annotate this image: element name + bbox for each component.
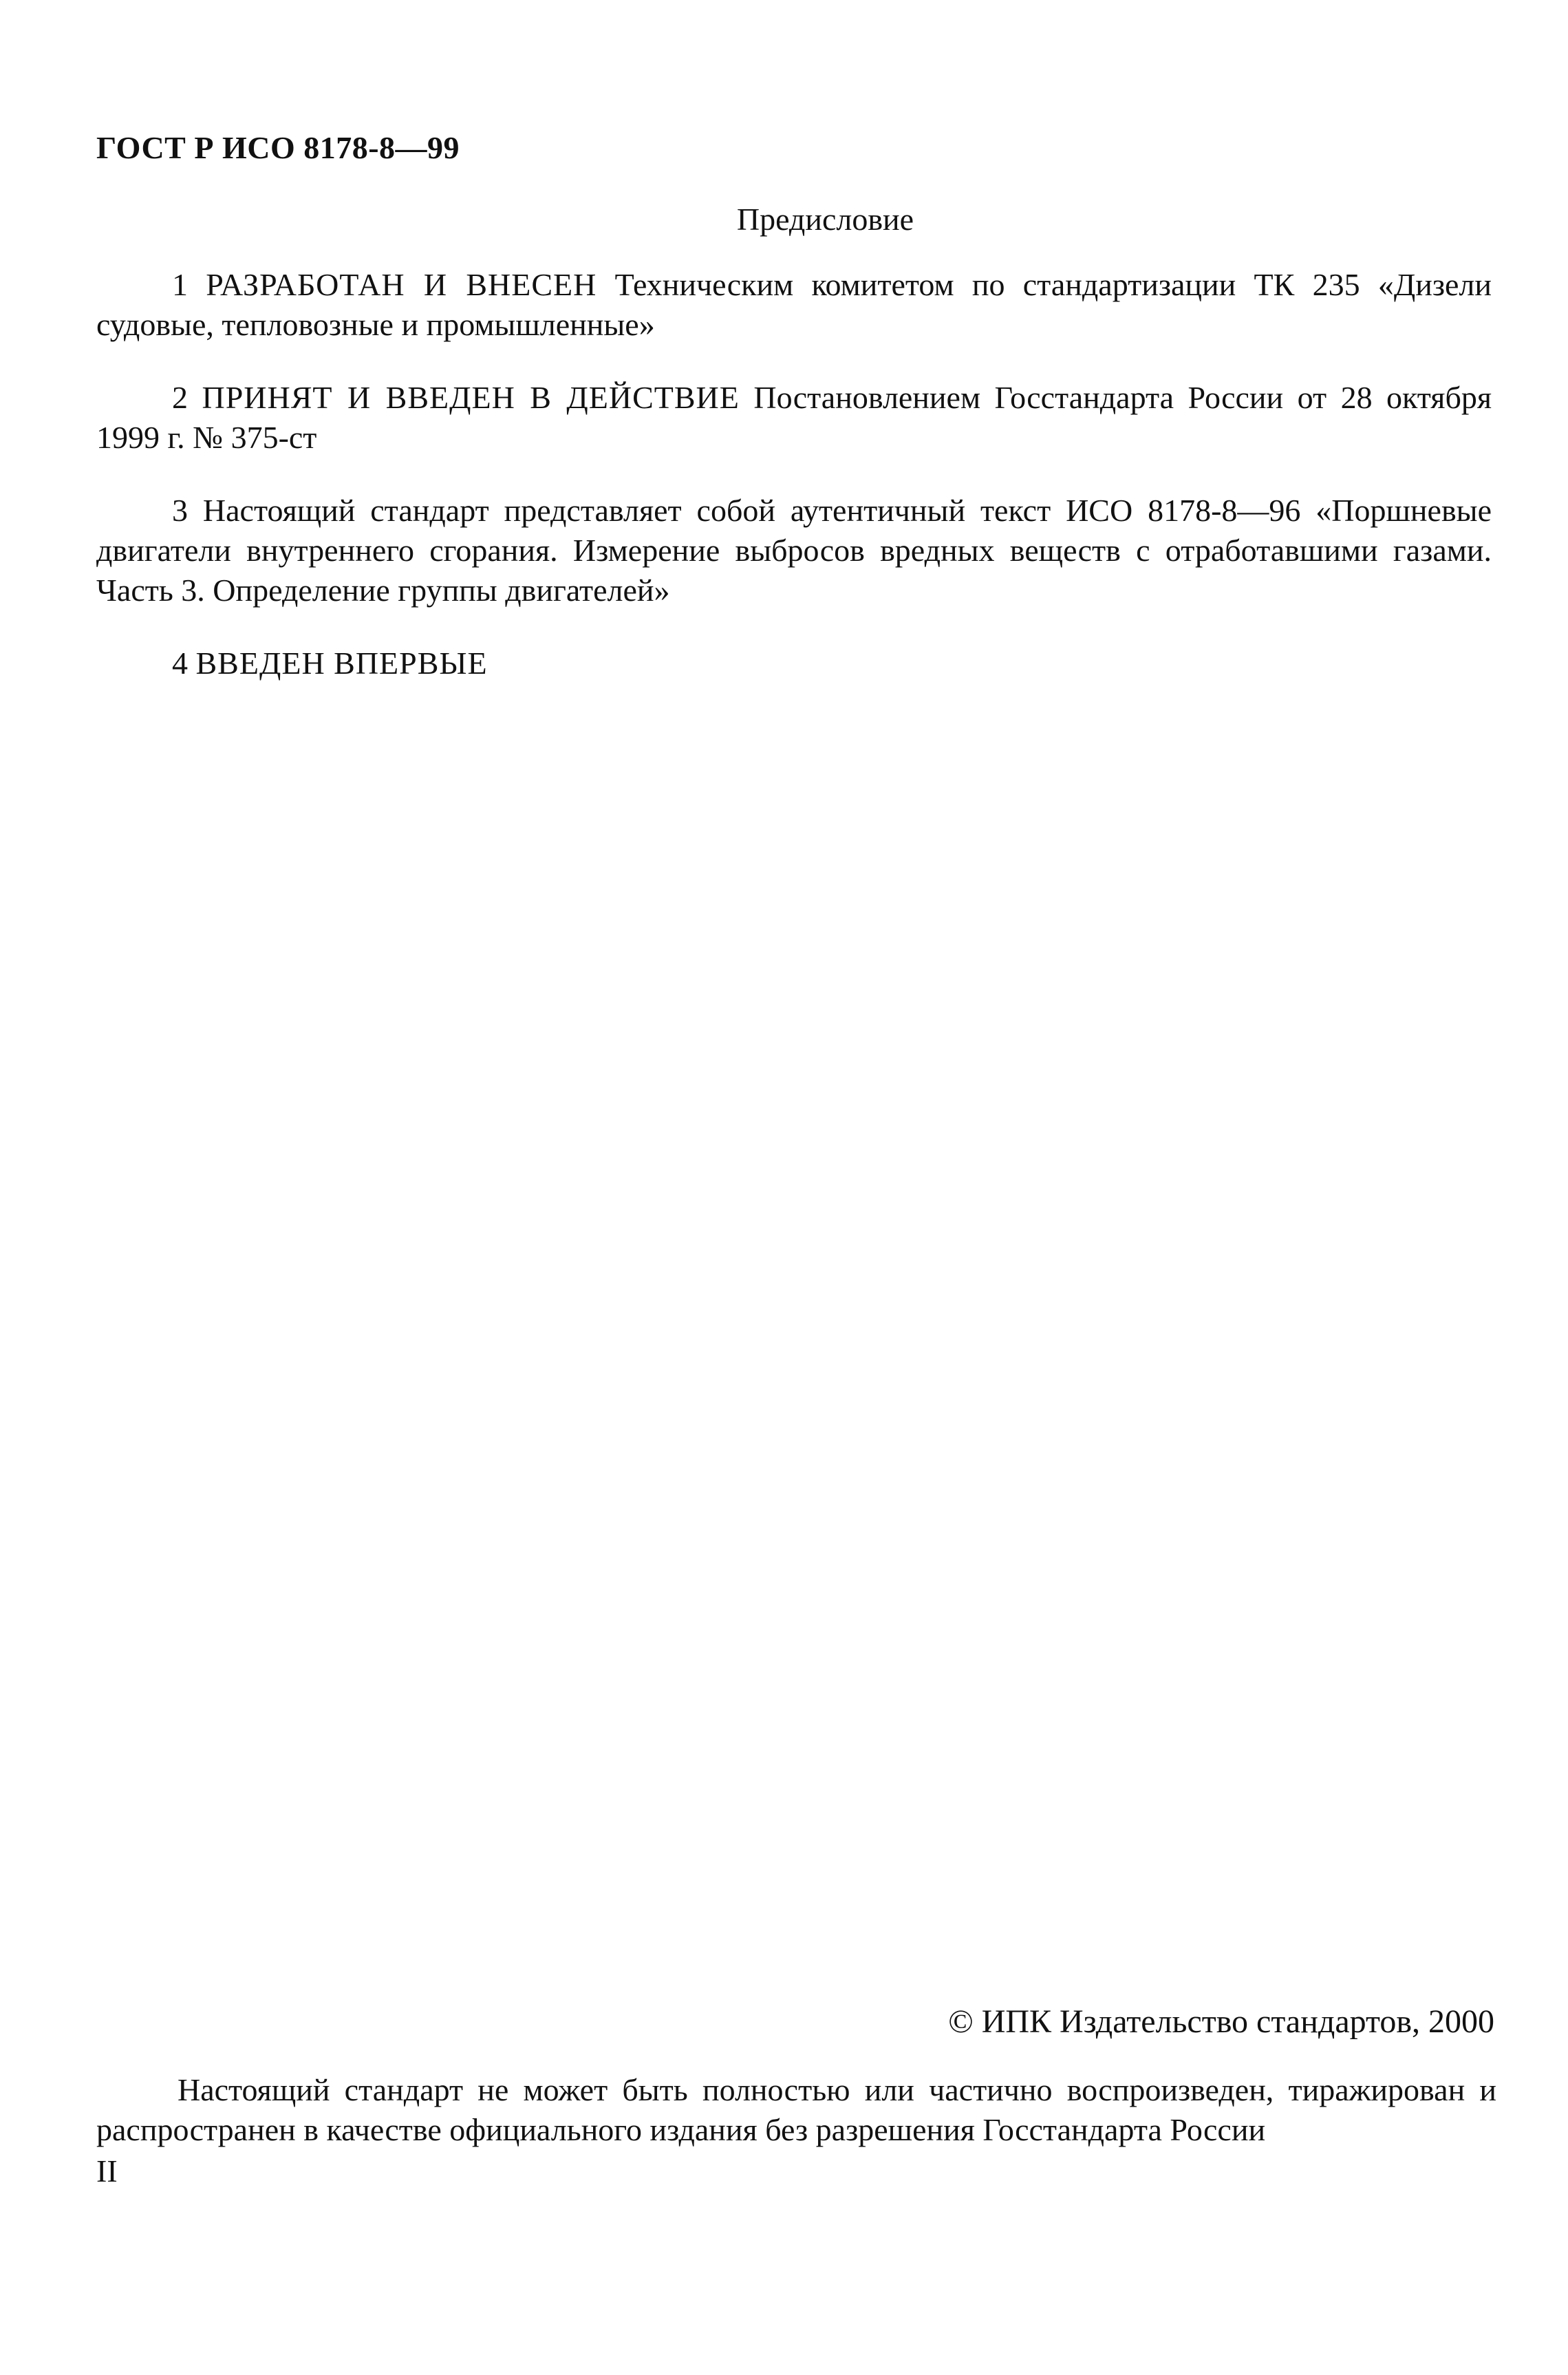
standard-code-header: ГОСТ Р ИСО 8178-8—99	[96, 130, 460, 165]
item-text: Настоящий стандарт представляет собой аутентичный текст ИСО 8178-8—96 «Поршневые двигатели внутреннего сгорания. Измерение выбросов вредных веществ с отработавшими газами. Часть 3. Определение группы двигателей»	[96, 493, 1492, 608]
page-number: II	[96, 2153, 118, 2188]
item-lead: РАЗРАБОТАН И ВНЕСЕН	[206, 267, 597, 302]
foreword-item-3	[96, 491, 1492, 610]
item-text: Техническим комитетом по стандартизации ТК 235 «Дизели судовые, тепловозные и промышленные»	[96, 267, 1492, 342]
item-lead: ПРИНЯТ И ВВЕДЕН В ДЕЙСТВИЕ	[202, 380, 740, 415]
reproduction-notice: Настоящий стандарт не может быть полностью или частично воспроизведен, тиражирован и распространен в качестве официального издания без разрешения Госстандарта России	[96, 2072, 1496, 2147]
copyright-line: © ИПК Издательство стандартов, 2000	[948, 2003, 1494, 2040]
item-number: 2	[172, 380, 188, 415]
item-text: Постановлением Госстандарта России от 28 октября 1999 г. № 375-ст	[96, 380, 1492, 455]
item-number: 1	[172, 267, 188, 302]
item-number: 3	[172, 493, 188, 528]
foreword-items	[96, 265, 1492, 716]
foreword-item-1	[96, 265, 1492, 345]
foreword-item-2	[96, 378, 1492, 458]
foreword-title: Предисловие	[736, 202, 914, 237]
foreword-item-4	[96, 643, 1492, 683]
item-lead: ВВЕДЕН ВПЕРВЫЕ	[195, 646, 488, 681]
item-number: 4	[172, 646, 188, 681]
